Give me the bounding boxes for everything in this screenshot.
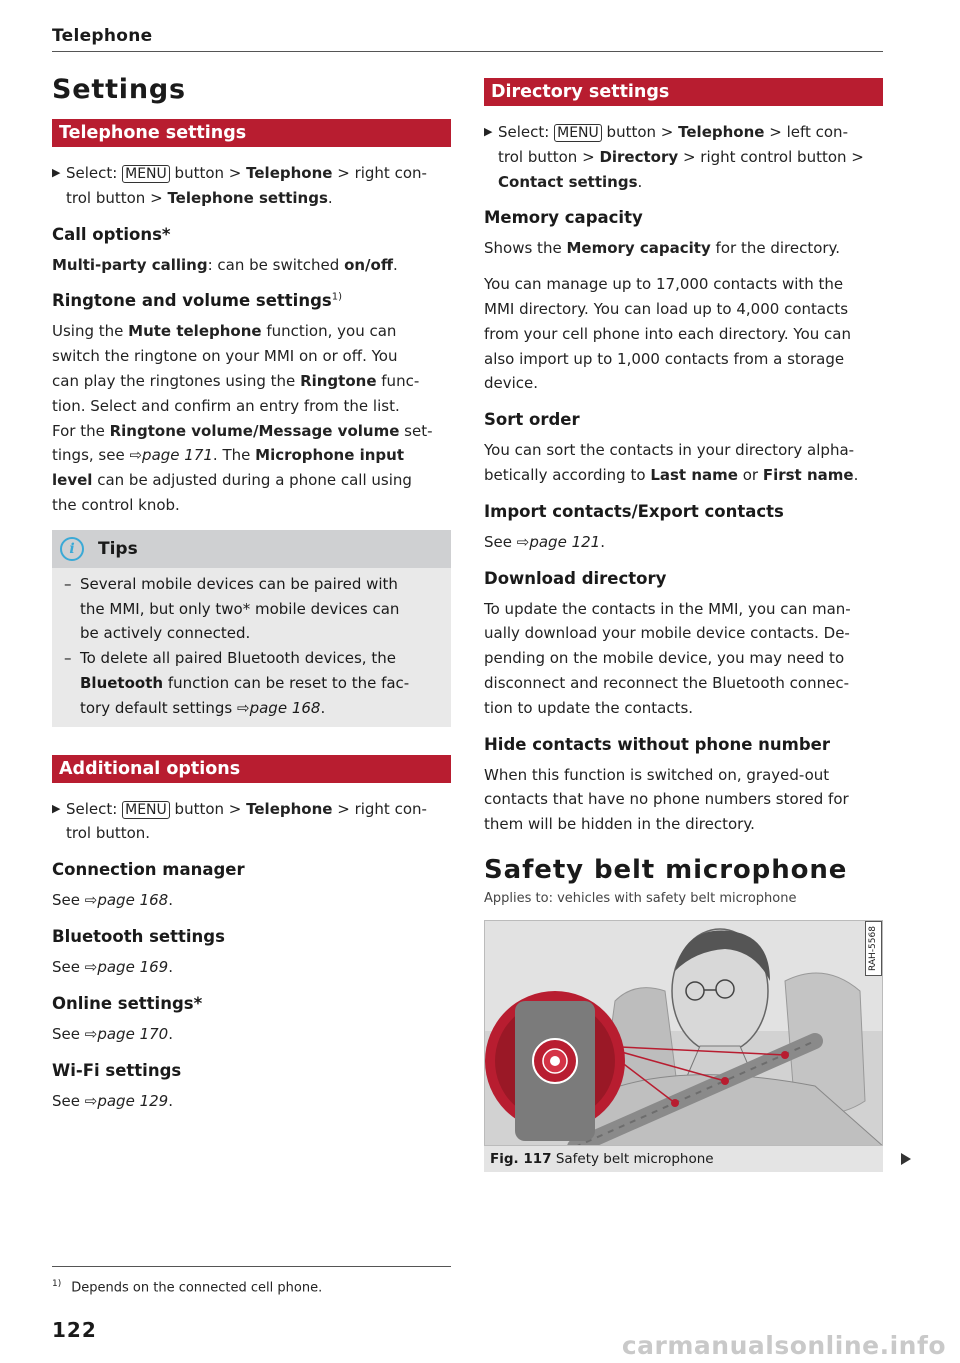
directory-settings-step: ▶ Select: MENU button > Telephone > left con- trol button > Directory > right control button > Contact settings. — [484, 120, 883, 194]
additional-options-heading: Additional options — [52, 755, 451, 783]
page-ref-link[interactable]: ⇨page 170 — [84, 1024, 169, 1043]
wifi-settings-heading: Wi-Fi settings — [52, 1060, 182, 1080]
left-column — [52, 74, 451, 1113]
header-rule — [52, 51, 883, 52]
belt-microphone-illustration — [485, 921, 883, 1146]
tips-list — [52, 568, 451, 727]
ringtone-heading: Ringtone and volume settings$^{1)}$ — [52, 291, 342, 311]
sort-order-heading: Sort order — [484, 410, 580, 430]
page-ref-link[interactable]: ⇨page 171 — [129, 446, 213, 465]
memory-capacity-detail: You can manage up to 17,000 contacts with the MMI directory. You can load up to 4,000 contacts from your cell phone into each directory. You can also import up to 1,000 contacts from a storage device. — [484, 275, 851, 393]
figure-caption: Fig. 117 Safety belt microphone — [484, 1146, 883, 1172]
list-item: – To delete all paired Bluetooth devices, the Bluetooth function can be reset to the fac- tory default settings ⇨page 168. — [64, 649, 410, 717]
wifi-settings-ref: See ⇨page 129. — [52, 1091, 173, 1110]
connection-manager-heading: Connection manager — [52, 860, 245, 880]
page-number: 122 — [52, 1318, 97, 1342]
bluetooth-settings-heading: Bluetooth settings — [52, 926, 225, 946]
page-ref-link[interactable]: ⇨page 168 — [84, 891, 169, 910]
figure-id-label: RAH-5568 — [865, 921, 882, 976]
info-icon: i — [60, 537, 84, 561]
sort-order-text: You can sort the contacts in your directory alpha- betically according to Last name or First name. — [484, 441, 859, 484]
online-settings-ref: See ⇨page 170. — [52, 1024, 173, 1043]
footnote-rule — [52, 1266, 451, 1267]
call-options-heading: Call options* — [52, 224, 171, 244]
watermark: carmanualsonline.info — [621, 1331, 946, 1360]
hide-contacts-text: When this function is switched on, grayed-out contacts that have no phone numbers stored for them will be hidden in the directory. — [484, 765, 849, 834]
settings-title: Settings — [52, 74, 186, 105]
download-directory-text: To update the contacts in the MMI, you can man- ually download your mobile device contacts. De- pending on the mobile device, you may need to disconnect and reconnect the Bluetooth connec- tion to update the contacts. — [484, 599, 851, 717]
hide-contacts-heading: Hide contacts without phone number — [484, 734, 830, 754]
bluetooth-settings-ref: See ⇨page 169. — [52, 957, 173, 976]
online-settings-heading: Online settings* — [52, 993, 203, 1013]
telephone-settings-step: ▶ Select: MENU button > Telephone > right con- trol button > Telephone settings. — [52, 161, 451, 211]
connection-manager-ref: See ⇨page 168. — [52, 891, 173, 910]
memory-capacity-text: Shows the Memory capacity for the directory. — [484, 239, 841, 258]
tips-title: Tips — [98, 538, 138, 559]
tips-box — [52, 530, 451, 727]
import-export-ref: See ⇨page 121. — [484, 532, 605, 551]
menu-key-label: MENU — [122, 165, 170, 183]
menu-key-label: MENU — [122, 801, 170, 819]
list-item: – Several mobile devices can be paired with the MMI, but only two* mobile devices can be actively connected. — [64, 574, 400, 643]
import-export-heading: Import contacts/Export contacts — [484, 501, 784, 521]
figure-illustration — [484, 920, 883, 1146]
telephone-settings-heading: Telephone settings — [52, 119, 451, 147]
running-header: Telephone — [52, 26, 153, 46]
call-options-text: Multi-party calling: can be switched on/off. — [52, 255, 398, 274]
applies-to-note: Applies to: vehicles with safety belt microphone — [484, 890, 797, 906]
safety-belt-title: Safety belt microphone — [484, 854, 848, 885]
additional-options-step: ▶ Select: MENU button > Telephone > right con- trol button. — [52, 797, 451, 847]
right-column — [484, 78, 883, 1172]
page-ref-link[interactable]: ⇨page 169 — [84, 957, 169, 976]
page-ref-link[interactable]: ⇨page 129 — [84, 1091, 169, 1110]
download-directory-heading: Download directory — [484, 568, 667, 588]
page-ref-link[interactable]: ⇨page 168 — [237, 698, 321, 717]
footnote: $^{1)}$ Depends on the connected cell phone. — [52, 1279, 323, 1296]
tips-header — [52, 530, 451, 568]
step-arrow-icon: ▶ — [52, 166, 61, 179]
page-ref-link[interactable]: ⇨page 121 — [516, 532, 601, 551]
menu-key-label: MENU — [554, 124, 602, 142]
ringtone-text: Using the Mute telephone function, you can switch the ringtone on your MMI on or off. You can play the ringtones using the Ringtone func- tion. Select and confirm an entry from the list. For the Ringtone volume/Message volume set- tings, see ⇨page 171. The Microphone input level can be adjusted during a phone call using the control knob. — [52, 322, 433, 514]
memory-capacity-heading: Memory capacity — [484, 208, 643, 228]
directory-settings-heading: Directory settings — [484, 78, 883, 106]
step-arrow-icon: ▶ — [52, 801, 61, 815]
continue-arrow-icon — [901, 1153, 911, 1165]
step-arrow-icon: ▶ — [484, 125, 493, 138]
